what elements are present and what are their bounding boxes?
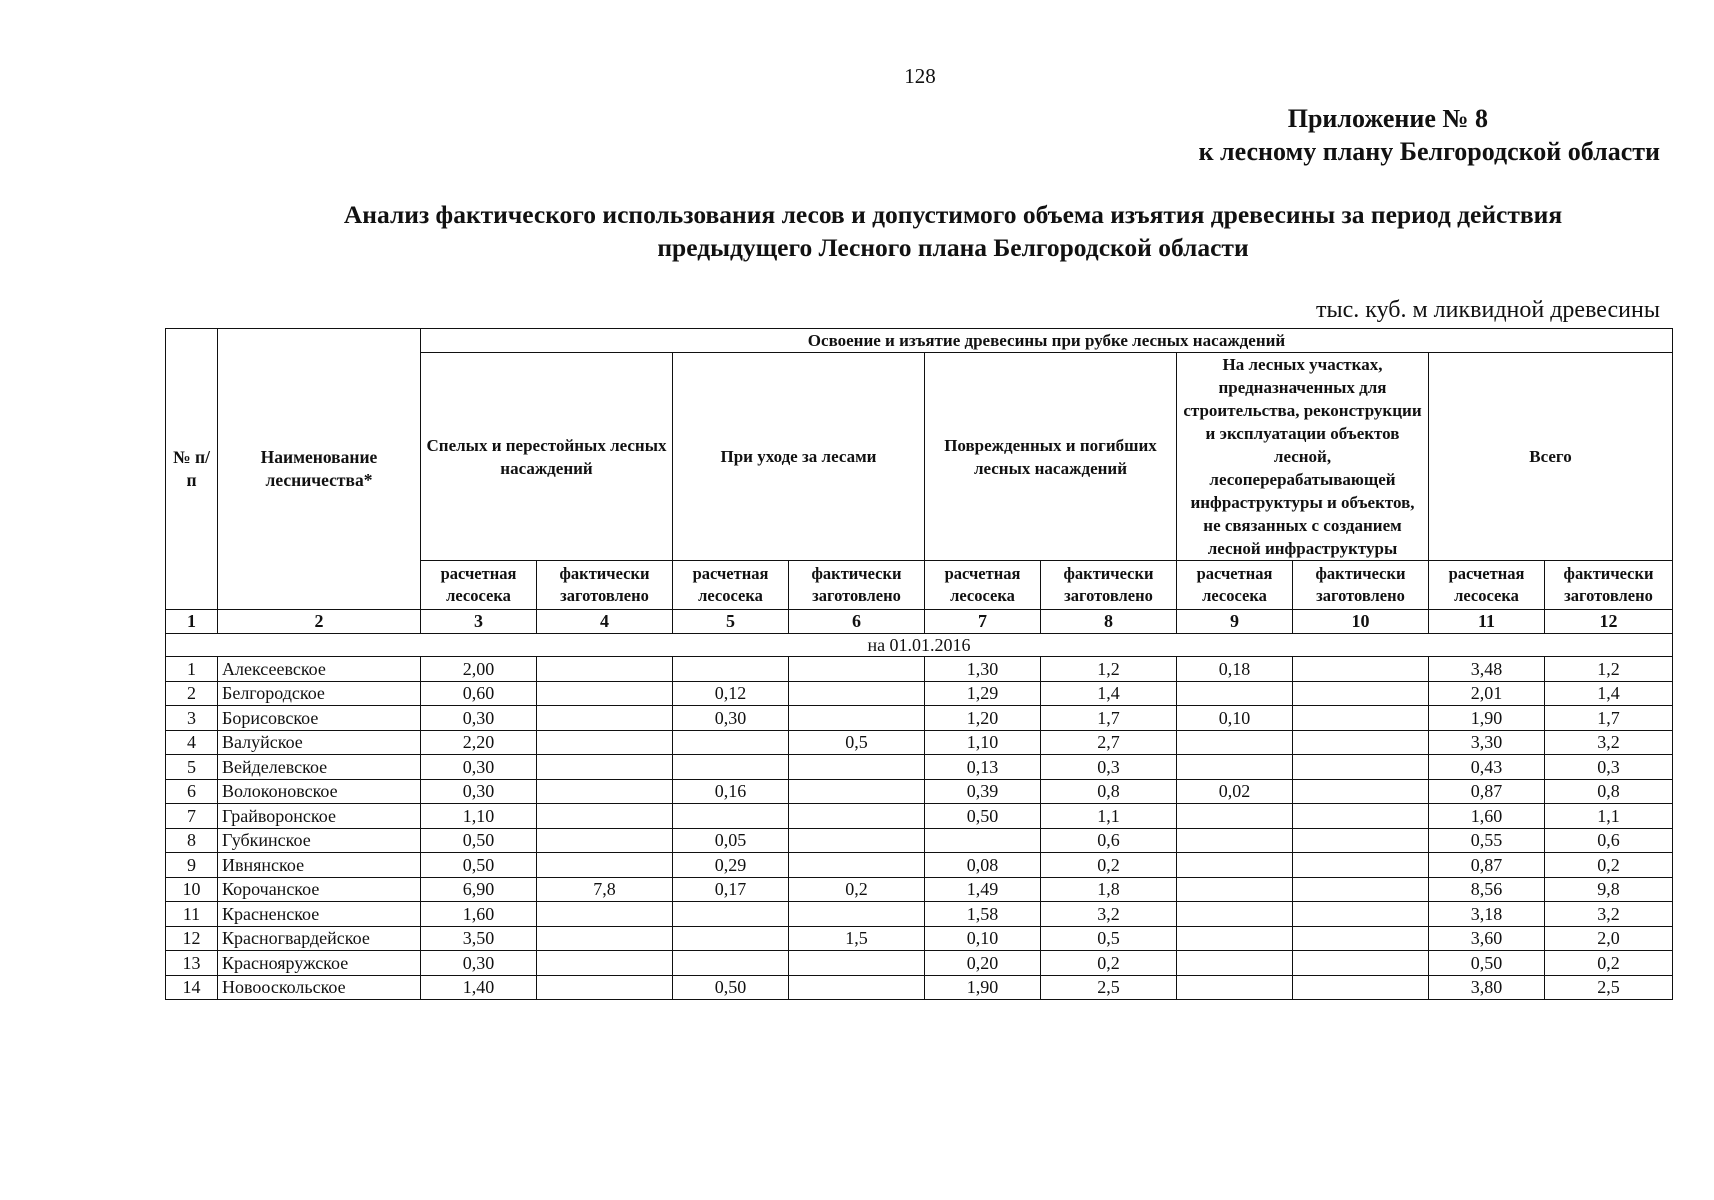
construction-calc-cell <box>1177 902 1293 927</box>
care-fact-cell <box>789 779 925 804</box>
care-fact-cell: 0,5 <box>789 730 925 755</box>
total-fact-cell: 1,7 <box>1545 706 1673 731</box>
row-number-cell: 7 <box>166 804 218 829</box>
mature-fact-cell <box>537 926 673 951</box>
total-fact-cell: 2,0 <box>1545 926 1673 951</box>
care-calc-cell: 0,05 <box>673 828 789 853</box>
forestry-name-cell: Белгородское <box>218 681 421 706</box>
forestry-name-cell: Краснояружское <box>218 951 421 976</box>
row-number-cell: 2 <box>166 681 218 706</box>
mature-fact-cell <box>537 951 673 976</box>
construction-fact-cell <box>1293 877 1429 902</box>
subheader-calc: расчетная лесосека <box>673 561 789 610</box>
subheader-calc: расчетная лесосека <box>925 561 1041 610</box>
construction-calc-cell <box>1177 755 1293 780</box>
subheader-calc: расчетная лесосека <box>1429 561 1545 610</box>
construction-calc-cell: 0,10 <box>1177 706 1293 731</box>
care-fact-cell <box>789 681 925 706</box>
damaged-fact-cell: 1,7 <box>1041 706 1177 731</box>
table-row <box>166 926 1673 951</box>
damaged-calc-cell: 1,30 <box>925 657 1041 682</box>
row-number-cell: 14 <box>166 975 218 1000</box>
forestry-name-cell: Вейделевское <box>218 755 421 780</box>
subheader-fact: фактически заготовлено <box>789 561 925 610</box>
subheader-calc: расчетная лесосека <box>1177 561 1293 610</box>
header-num: № п/п <box>166 329 218 610</box>
construction-calc-cell <box>1177 975 1293 1000</box>
construction-calc-cell: 0,18 <box>1177 657 1293 682</box>
total-fact-cell: 3,2 <box>1545 730 1673 755</box>
table-row <box>166 681 1673 706</box>
row-number-cell: 4 <box>166 730 218 755</box>
header-construction-plots: На лесных участках, предназначенных для строительства, реконструкции и эксплуатации объектов лесной, лесоперерабатывающей инфраструктуры и объектов, не связанных с созданием лесной инфраструктуры <box>1177 353 1429 561</box>
mature-fact-cell <box>537 828 673 853</box>
row-number-cell: 11 <box>166 902 218 927</box>
damaged-calc-cell: 0,13 <box>925 755 1041 780</box>
care-calc-cell <box>673 657 789 682</box>
column-number: 9 <box>1177 610 1293 634</box>
mature-calc-cell: 0,50 <box>421 828 537 853</box>
mature-fact-cell <box>537 779 673 804</box>
mature-calc-cell: 1,40 <box>421 975 537 1000</box>
care-fact-cell <box>789 951 925 976</box>
damaged-calc-cell: 1,58 <box>925 902 1041 927</box>
mature-calc-cell: 0,30 <box>421 779 537 804</box>
column-number: 6 <box>789 610 925 634</box>
total-calc-cell: 0,87 <box>1429 853 1545 878</box>
table-body <box>166 634 1673 1000</box>
care-calc-cell: 0,17 <box>673 877 789 902</box>
construction-calc-cell <box>1177 681 1293 706</box>
damaged-calc-cell: 1,49 <box>925 877 1041 902</box>
damaged-fact-cell: 0,2 <box>1041 853 1177 878</box>
damaged-calc-cell: 0,10 <box>925 926 1041 951</box>
column-number: 2 <box>218 610 421 634</box>
table-row <box>166 755 1673 780</box>
care-calc-cell <box>673 755 789 780</box>
construction-fact-cell <box>1293 975 1429 1000</box>
damaged-fact-cell: 1,1 <box>1041 804 1177 829</box>
construction-calc-cell <box>1177 730 1293 755</box>
care-calc-cell: 0,50 <box>673 975 789 1000</box>
total-calc-cell: 1,60 <box>1429 804 1545 829</box>
mature-calc-cell: 1,10 <box>421 804 537 829</box>
damaged-fact-cell: 2,7 <box>1041 730 1177 755</box>
mature-calc-cell: 0,30 <box>421 755 537 780</box>
care-fact-cell <box>789 975 925 1000</box>
care-fact-cell: 0,2 <box>789 877 925 902</box>
header-total: Всего <box>1429 353 1673 561</box>
mature-calc-cell: 2,00 <box>421 657 537 682</box>
damaged-fact-cell: 1,2 <box>1041 657 1177 682</box>
total-calc-cell: 3,30 <box>1429 730 1545 755</box>
damaged-fact-cell: 0,3 <box>1041 755 1177 780</box>
damaged-calc-cell: 1,10 <box>925 730 1041 755</box>
damaged-fact-cell: 0,8 <box>1041 779 1177 804</box>
appendix-number: Приложение № 8 <box>1287 104 1488 133</box>
table-row <box>166 779 1673 804</box>
mature-fact-cell <box>537 755 673 780</box>
total-calc-cell: 8,56 <box>1429 877 1545 902</box>
mature-fact-cell <box>537 853 673 878</box>
mature-calc-cell: 2,20 <box>421 730 537 755</box>
forestry-name-cell: Красненское <box>218 902 421 927</box>
care-calc-cell: 0,12 <box>673 681 789 706</box>
mature-fact-cell <box>537 657 673 682</box>
table-row <box>166 975 1673 1000</box>
care-fact-cell <box>789 804 925 829</box>
mature-fact-cell <box>537 804 673 829</box>
mature-fact-cell <box>537 902 673 927</box>
column-number: 8 <box>1041 610 1177 634</box>
damaged-calc-cell: 0,50 <box>925 804 1041 829</box>
mature-calc-cell: 0,30 <box>421 951 537 976</box>
section-date-row: на 01.01.2016 <box>166 634 1673 657</box>
total-fact-cell: 0,2 <box>1545 951 1673 976</box>
construction-calc-cell <box>1177 951 1293 976</box>
damaged-fact-cell: 0,5 <box>1041 926 1177 951</box>
row-number-cell: 12 <box>166 926 218 951</box>
table-row <box>166 828 1673 853</box>
units-label: тыс. куб. м ликвидной древесины <box>1316 297 1660 323</box>
total-fact-cell: 9,8 <box>1545 877 1673 902</box>
mature-fact-cell <box>537 681 673 706</box>
total-calc-cell: 3,18 <box>1429 902 1545 927</box>
mature-calc-cell: 6,90 <box>421 877 537 902</box>
construction-fact-cell <box>1293 730 1429 755</box>
care-calc-cell <box>673 804 789 829</box>
table-row <box>166 853 1673 878</box>
mature-calc-cell: 3,50 <box>421 926 537 951</box>
care-calc-cell: 0,30 <box>673 706 789 731</box>
damaged-fact-cell: 1,8 <box>1041 877 1177 902</box>
total-fact-cell: 1,2 <box>1545 657 1673 682</box>
total-calc-cell: 3,80 <box>1429 975 1545 1000</box>
row-number-cell: 10 <box>166 877 218 902</box>
damaged-fact-cell: 1,4 <box>1041 681 1177 706</box>
forestry-name-cell: Корочанское <box>218 877 421 902</box>
column-number: 11 <box>1429 610 1545 634</box>
total-fact-cell: 0,3 <box>1545 755 1673 780</box>
table-row <box>166 730 1673 755</box>
forestry-name-cell: Волоконовское <box>218 779 421 804</box>
mature-fact-cell: 7,8 <box>537 877 673 902</box>
total-calc-cell: 0,55 <box>1429 828 1545 853</box>
damaged-fact-cell: 2,5 <box>1041 975 1177 1000</box>
total-fact-cell: 1,4 <box>1545 681 1673 706</box>
damaged-calc-cell: 1,29 <box>925 681 1041 706</box>
construction-fact-cell <box>1293 902 1429 927</box>
column-number: 5 <box>673 610 789 634</box>
table-row <box>166 657 1673 682</box>
damaged-calc-cell: 0,39 <box>925 779 1041 804</box>
header-mature-stands: Спелых и перестойных лесных насаждений <box>421 353 673 561</box>
care-fact-cell <box>789 828 925 853</box>
construction-calc-cell <box>1177 804 1293 829</box>
row-number-cell: 3 <box>166 706 218 731</box>
column-number: 1 <box>166 610 218 634</box>
care-fact-cell: 1,5 <box>789 926 925 951</box>
header-damaged-stands: Поврежденных и погибших лесных насаждений <box>925 353 1177 561</box>
construction-fact-cell <box>1293 657 1429 682</box>
subheader-fact: фактически заготовлено <box>1545 561 1673 610</box>
column-number: 12 <box>1545 610 1673 634</box>
care-fact-cell <box>789 902 925 927</box>
construction-calc-cell <box>1177 926 1293 951</box>
subheader-fact: фактически заготовлено <box>1293 561 1429 610</box>
damaged-fact-cell: 0,6 <box>1041 828 1177 853</box>
mature-calc-cell: 0,50 <box>421 853 537 878</box>
damaged-calc-cell: 1,90 <box>925 975 1041 1000</box>
care-fact-cell <box>789 657 925 682</box>
care-calc-cell <box>673 951 789 976</box>
subheader-calc: расчетная лесосека <box>421 561 537 610</box>
row-number-cell: 6 <box>166 779 218 804</box>
damaged-fact-cell: 0,2 <box>1041 951 1177 976</box>
mature-fact-cell <box>537 975 673 1000</box>
appendix-heading <box>1199 102 1660 168</box>
page-number: 128 <box>904 64 936 88</box>
construction-fact-cell <box>1293 706 1429 731</box>
construction-calc-cell <box>1177 853 1293 878</box>
damaged-calc-cell: 1,20 <box>925 706 1041 731</box>
construction-fact-cell <box>1293 828 1429 853</box>
forestry-name-cell: Губкинское <box>218 828 421 853</box>
forestry-name-cell: Алексеевское <box>218 657 421 682</box>
total-fact-cell: 0,2 <box>1545 853 1673 878</box>
table-row <box>166 706 1673 731</box>
construction-fact-cell <box>1293 755 1429 780</box>
header-group: Освоение и изъятие древесины при рубке лесных насаждений <box>421 329 1673 353</box>
table-row <box>166 877 1673 902</box>
mature-fact-cell <box>537 706 673 731</box>
care-fact-cell <box>789 706 925 731</box>
construction-fact-cell <box>1293 804 1429 829</box>
total-fact-cell: 1,1 <box>1545 804 1673 829</box>
forestry-name-cell: Красногвардейское <box>218 926 421 951</box>
table-row <box>166 951 1673 976</box>
header-forest-care: При уходе за лесами <box>673 353 925 561</box>
care-calc-cell: 0,29 <box>673 853 789 878</box>
forestry-name-cell: Грайворонское <box>218 804 421 829</box>
total-calc-cell: 0,50 <box>1429 951 1545 976</box>
column-number-row <box>166 610 1673 634</box>
total-fact-cell: 2,5 <box>1545 975 1673 1000</box>
damaged-calc-cell <box>925 828 1041 853</box>
construction-fact-cell <box>1293 681 1429 706</box>
document-title-line-2: предыдущего Лесного плана Белгородской области <box>657 233 1249 262</box>
care-calc-cell <box>673 926 789 951</box>
construction-calc-cell <box>1177 877 1293 902</box>
row-number-cell: 13 <box>166 951 218 976</box>
construction-fact-cell <box>1293 853 1429 878</box>
total-calc-cell: 0,43 <box>1429 755 1545 780</box>
mature-calc-cell: 0,60 <box>421 681 537 706</box>
mature-calc-cell: 1,60 <box>421 902 537 927</box>
row-number-cell: 9 <box>166 853 218 878</box>
damaged-fact-cell: 3,2 <box>1041 902 1177 927</box>
subheader-fact: фактически заготовлено <box>1041 561 1177 610</box>
construction-fact-cell <box>1293 779 1429 804</box>
column-number: 3 <box>421 610 537 634</box>
total-calc-cell: 0,87 <box>1429 779 1545 804</box>
total-calc-cell: 3,48 <box>1429 657 1545 682</box>
row-number-cell: 8 <box>166 828 218 853</box>
care-calc-cell: 0,16 <box>673 779 789 804</box>
column-number: 7 <box>925 610 1041 634</box>
total-calc-cell: 2,01 <box>1429 681 1545 706</box>
row-number-cell: 5 <box>166 755 218 780</box>
care-calc-cell <box>673 730 789 755</box>
care-fact-cell <box>789 755 925 780</box>
damaged-calc-cell: 0,20 <box>925 951 1041 976</box>
construction-calc-cell: 0,02 <box>1177 779 1293 804</box>
timber-harvest-table <box>165 328 1673 1000</box>
total-calc-cell: 3,60 <box>1429 926 1545 951</box>
care-fact-cell <box>789 853 925 878</box>
mature-calc-cell: 0,30 <box>421 706 537 731</box>
document-title-line-1: Анализ фактического использования лесов и допустимого объема изъятия древесины за период действия <box>343 200 1563 229</box>
column-number: 4 <box>537 610 673 634</box>
care-calc-cell <box>673 902 789 927</box>
header-name: Наименование лесничества* <box>218 329 421 610</box>
damaged-calc-cell: 0,08 <box>925 853 1041 878</box>
appendix-subtitle: к лесному плану Белгородской области <box>1198 137 1660 166</box>
total-calc-cell: 1,90 <box>1429 706 1545 731</box>
document-title <box>268 198 1638 264</box>
subheader-fact: фактически заготовлено <box>537 561 673 610</box>
forestry-name-cell: Ивнянское <box>218 853 421 878</box>
total-fact-cell: 0,6 <box>1545 828 1673 853</box>
forestry-name-cell: Борисовское <box>218 706 421 731</box>
forestry-name-cell: Валуйское <box>218 730 421 755</box>
mature-fact-cell <box>537 730 673 755</box>
construction-fact-cell <box>1293 951 1429 976</box>
row-number-cell: 1 <box>166 657 218 682</box>
construction-calc-cell <box>1177 828 1293 853</box>
column-number: 10 <box>1293 610 1429 634</box>
forestry-name-cell: Новооскольское <box>218 975 421 1000</box>
table-row <box>166 902 1673 927</box>
total-fact-cell: 3,2 <box>1545 902 1673 927</box>
construction-fact-cell <box>1293 926 1429 951</box>
table-row <box>166 804 1673 829</box>
total-fact-cell: 0,8 <box>1545 779 1673 804</box>
